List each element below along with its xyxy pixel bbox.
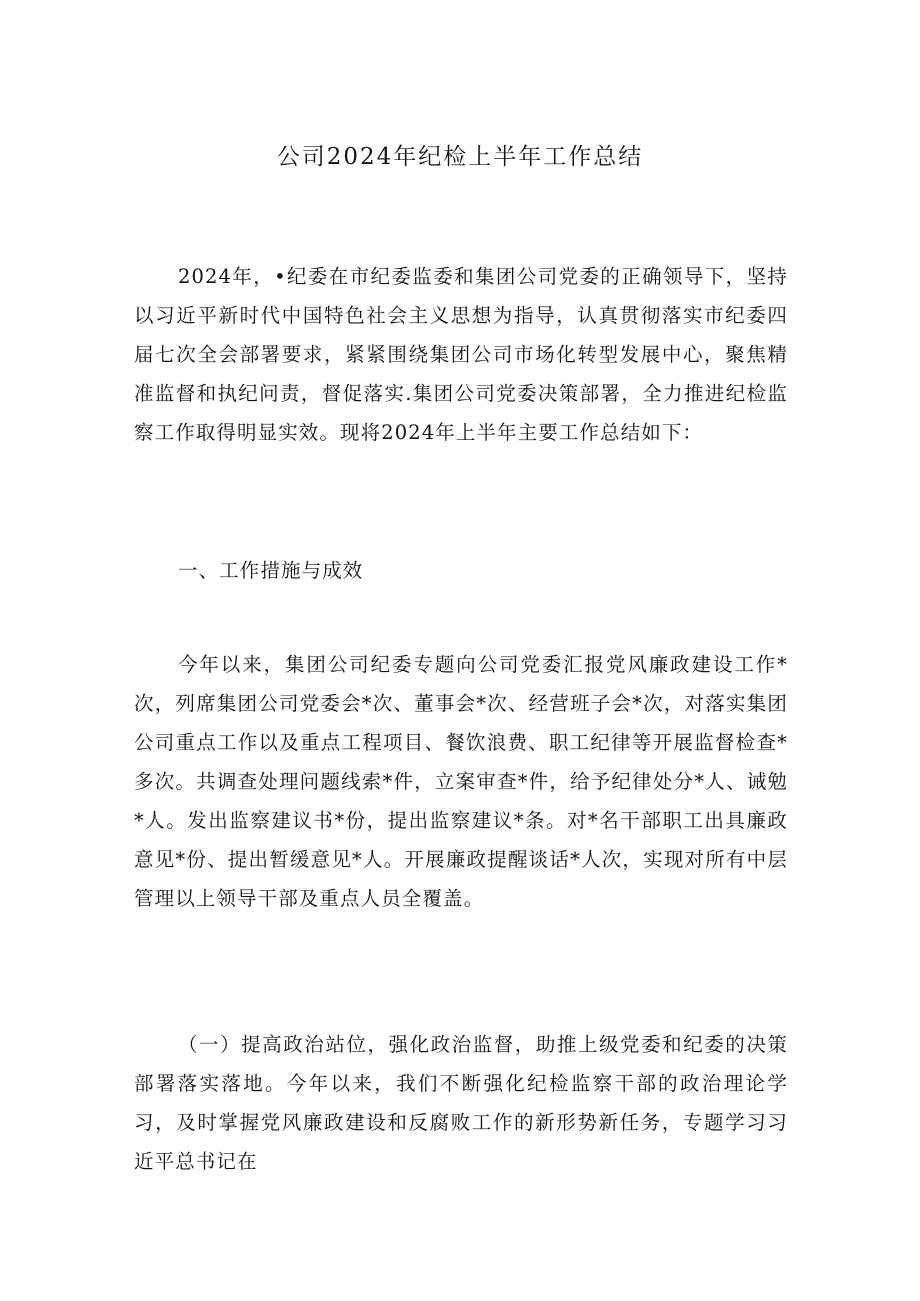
intro-paragraph: 2024年，•纪委在市纪委监委和集团公司党委的正确领导下，坚持以习近平新时代中国特色社会主义思想为指导，认真贯彻落实市纪委四届七次全会部署要求，紧紧围绕集团公司市场化转型发展中心，聚焦精准监督和执纪问责，督促落实.集团公司党委决策部署，全力推进纪检监察工作取得明显实效。现将2024年上半年主要工作总结如下： — [134, 265, 788, 444]
subsection-1-paragraph: （一）提高政治站位，强化政治监督，助推上级党委和纪委的决策部署落实落地。今年以来，我们不断强化纪检监察干部的政治理论学习，及时掌握党风廉政建设和反腐败工作的新形势新任务，专题学习习近平总书记在 — [134, 1033, 788, 1173]
document-title: 公司2024年纪检上半年工作总结 — [276, 144, 644, 170]
section-body-paragraph: 今年以来，集团公司纪委专题向公司党委汇报党风廉政建设工作*次，列席集团公司党委会*次、董事会*次、经营班子会*次，对落实集团公司重点工作以及重点工程项目、餐饮浪费、职工纪律等开展监督检查*多次。共调查处理问题线索*件，立案审查*件，给予纪律处分*人、诫勉*人。发出监察建议书*份，提出监察建议*条。对*名干部职工出具廉政意见*份、提出暂缓意见*人。开展廉政提醒谈话*人次，实现对所有中层管理以上领导干部及重点人员全覆盖。 — [134, 653, 788, 910]
section-heading: 一、工作措施与成效 — [178, 559, 364, 582]
